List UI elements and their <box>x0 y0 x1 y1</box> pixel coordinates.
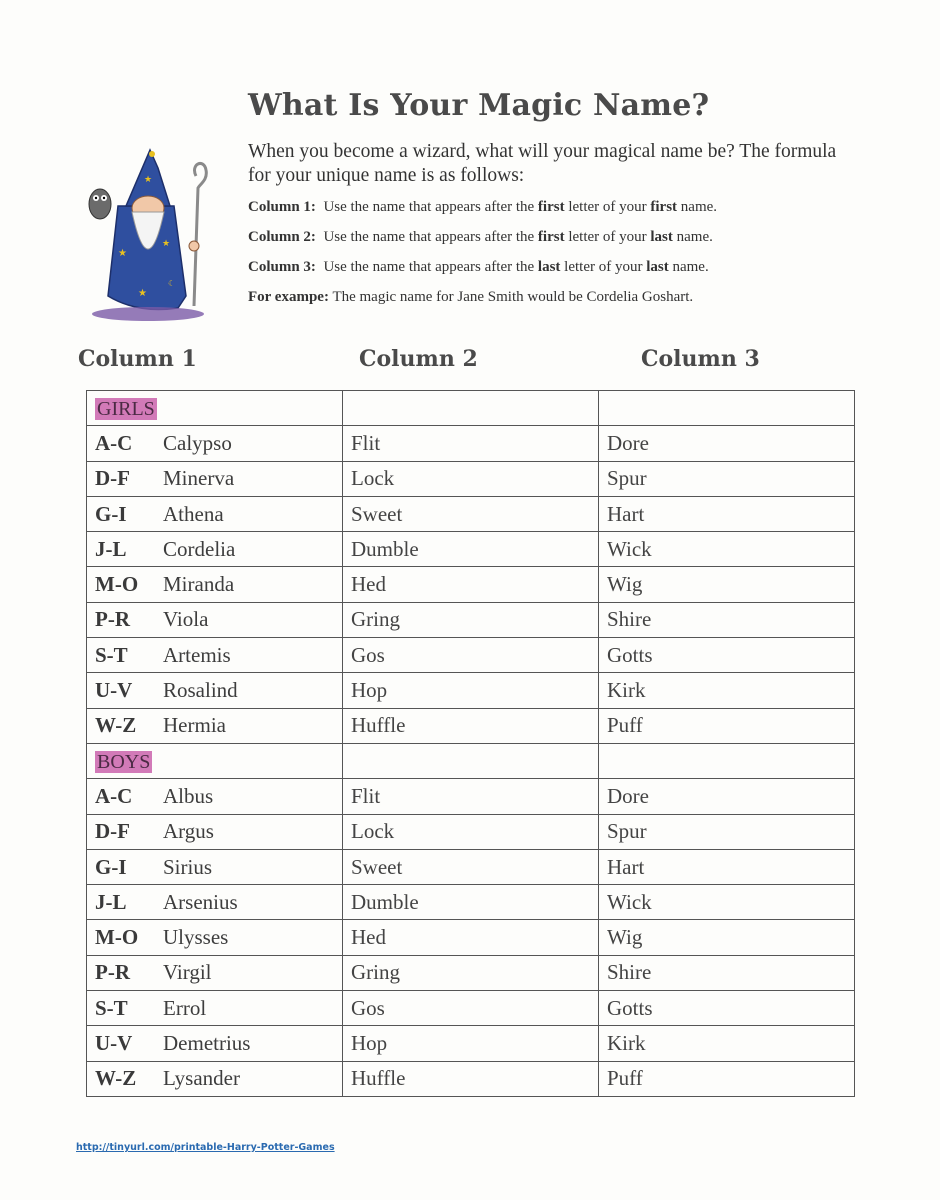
first-name: Viola <box>163 607 209 632</box>
column-2-cell: Flit <box>343 426 599 461</box>
column-3-cell: Hart <box>599 849 855 884</box>
table-row <box>87 920 855 955</box>
first-name: Calypso <box>163 430 232 455</box>
rule-text: name. <box>676 229 713 245</box>
magic-name-table <box>86 390 855 1097</box>
column-1-cell <box>87 461 343 496</box>
column-3-cell: Kirk <box>599 673 855 708</box>
table-row <box>87 496 855 531</box>
table-row <box>87 885 855 920</box>
rule-column-3 <box>248 256 868 286</box>
column-3-cell: Wig <box>599 567 855 602</box>
column-2-cell: Hed <box>343 567 599 602</box>
column-3-cell: Puff <box>599 708 855 743</box>
letter-range: D-F <box>95 466 130 491</box>
rule-text: Use the name that appears after the <box>323 259 535 275</box>
letter-range: J-L <box>95 889 127 914</box>
empty-cell <box>343 391 599 426</box>
rule-emphasis: first <box>537 229 565 245</box>
first-name: Virgil <box>163 960 212 985</box>
table-row <box>87 461 855 496</box>
column-2-cell: Hed <box>343 920 599 955</box>
girls-section-row <box>87 391 855 426</box>
rule-label: Column 2: <box>248 229 316 245</box>
svg-text:☾: ☾ <box>168 279 176 288</box>
table-row <box>87 814 855 849</box>
letter-range: S-T <box>95 995 128 1020</box>
rule-emphasis: last <box>650 229 673 245</box>
first-name: Hermia <box>163 713 226 738</box>
svg-text:★: ★ <box>162 239 171 249</box>
letter-range: U-V <box>95 678 133 703</box>
column-1-cell <box>87 991 343 1026</box>
rule-text: letter of your <box>568 199 647 215</box>
letter-range: G-I <box>95 854 127 879</box>
column-3-cell: Shire <box>599 955 855 990</box>
column-3-cell: Hart <box>599 496 855 531</box>
column-1-cell <box>87 955 343 990</box>
letter-range: S-T <box>95 642 128 667</box>
letter-range: W-Z <box>95 1066 137 1091</box>
section-cell <box>87 391 343 426</box>
column-2-cell: Huffle <box>343 1061 599 1096</box>
table-row <box>87 1061 855 1096</box>
rule-text: name. <box>680 199 718 215</box>
section-cell <box>87 743 343 778</box>
column-2-cell: Hop <box>343 1026 599 1061</box>
column-2-cell: Gos <box>343 991 599 1026</box>
column-1-cell <box>87 1026 343 1061</box>
column-3-cell: Spur <box>599 814 855 849</box>
source-link[interactable]: http://tinyurl.com/printable-Harry-Potter-Games <box>76 1142 335 1153</box>
column-1-cell <box>87 885 343 920</box>
column-1-cell <box>87 708 343 743</box>
column-3-cell: Gotts <box>599 991 855 1026</box>
table-row <box>87 955 855 990</box>
letter-range: P-R <box>95 960 130 985</box>
page-title: What Is Your Magic Name? <box>248 88 710 123</box>
first-name: Minerva <box>163 466 235 491</box>
letter-range: G-I <box>95 501 127 526</box>
letter-range: M-O <box>95 925 139 950</box>
letter-range: A-C <box>95 783 133 808</box>
first-name: Rosalind <box>163 678 238 703</box>
letter-range: D-F <box>95 819 130 844</box>
letter-range: J-L <box>95 536 127 561</box>
rule-emphasis: last <box>537 259 561 275</box>
column-1-cell <box>87 673 343 708</box>
first-name: Cordelia <box>163 536 236 561</box>
example-label: For exampe: <box>248 289 329 305</box>
first-name: Miranda <box>163 572 235 597</box>
table-row <box>87 779 855 814</box>
column-3-cell: Spur <box>599 461 855 496</box>
wizard-illustration <box>78 146 210 326</box>
svg-text:★: ★ <box>118 248 127 259</box>
table-row <box>87 532 855 567</box>
boys-label: BOYS <box>97 750 151 773</box>
column-3-cell: Dore <box>599 426 855 461</box>
rule-text: letter of your <box>564 259 643 275</box>
rules-list <box>248 196 868 316</box>
rule-column-1 <box>248 196 868 226</box>
table-row <box>87 849 855 884</box>
intro-text: When you become a wizard, what will your magical name be? The formula for your unique name is as follows: <box>248 141 837 186</box>
column-2-cell: Lock <box>343 461 599 496</box>
letter-range: W-Z <box>95 713 137 738</box>
column-1-cell <box>87 779 343 814</box>
empty-cell <box>343 743 599 778</box>
table-row <box>87 567 855 602</box>
column-2-heading: Column 2 <box>359 346 478 372</box>
boys-section-row <box>87 743 855 778</box>
column-2-cell: Sweet <box>343 496 599 531</box>
table-row <box>87 426 855 461</box>
column-3-cell: Gotts <box>599 638 855 673</box>
table-row <box>87 991 855 1026</box>
first-name: Artemis <box>163 642 231 667</box>
column-2-cell: Flit <box>343 779 599 814</box>
column-1-heading: Column 1 <box>78 346 197 372</box>
rule-label: Column 3: <box>248 259 316 275</box>
rule-text: Use the name that appears after the <box>323 199 535 215</box>
column-3-cell: Dore <box>599 779 855 814</box>
letter-range: U-V <box>95 1030 133 1055</box>
rule-example <box>248 286 868 316</box>
empty-cell <box>599 391 855 426</box>
column-1-cell <box>87 567 343 602</box>
column-2-cell: Gring <box>343 955 599 990</box>
column-1-cell <box>87 496 343 531</box>
rule-emphasis: first <box>537 199 565 215</box>
column-1-cell <box>87 814 343 849</box>
column-1-cell <box>87 1061 343 1096</box>
column-2-cell: Gos <box>343 638 599 673</box>
column-2-cell: Lock <box>343 814 599 849</box>
girls-label: GIRLS <box>97 397 155 420</box>
column-1-cell <box>87 638 343 673</box>
table-row <box>87 673 855 708</box>
column-3-cell: Wig <box>599 920 855 955</box>
rule-text: letter of your <box>568 229 647 245</box>
column-2-cell: Dumble <box>343 885 599 920</box>
empty-cell <box>599 743 855 778</box>
rule-emphasis: last <box>646 259 669 275</box>
column-1-cell <box>87 426 343 461</box>
rule-label: Column 1: <box>248 199 316 215</box>
rule-text: Use the name that appears after the <box>323 229 535 245</box>
first-name: Demetrius <box>163 1030 251 1055</box>
first-name: Lysander <box>163 1066 240 1091</box>
first-name: Argus <box>163 819 214 844</box>
column-2-cell: Huffle <box>343 708 599 743</box>
first-name: Arsenius <box>163 889 238 914</box>
example-text: The magic name for Jane Smith would be Cordelia Goshart. <box>332 289 694 305</box>
column-2-cell: Dumble <box>343 532 599 567</box>
table-row <box>87 1026 855 1061</box>
rule-column-2 <box>248 226 868 256</box>
letter-range: A-C <box>95 430 133 455</box>
column-3-cell: Wick <box>599 885 855 920</box>
column-2-cell: Gring <box>343 602 599 637</box>
rule-emphasis: first <box>650 199 678 215</box>
column-1-cell <box>87 532 343 567</box>
table-row <box>87 638 855 673</box>
column-3-cell: Kirk <box>599 1026 855 1061</box>
letter-range: M-O <box>95 572 139 597</box>
column-3-cell: Puff <box>599 1061 855 1096</box>
first-name: Athena <box>163 501 224 526</box>
table-row <box>87 708 855 743</box>
column-2-cell: Sweet <box>343 849 599 884</box>
column-1-cell <box>87 849 343 884</box>
rule-text: name. <box>672 259 709 275</box>
column-3-cell: Wick <box>599 532 855 567</box>
first-name: Ulysses <box>163 925 229 950</box>
svg-text:★: ★ <box>138 288 147 299</box>
svg-text:★: ★ <box>144 175 153 185</box>
column-1-cell <box>87 602 343 637</box>
table-row <box>87 602 855 637</box>
letter-range: P-R <box>95 607 130 632</box>
column-2-cell: Hop <box>343 673 599 708</box>
column-1-cell <box>87 920 343 955</box>
first-name: Albus <box>163 783 214 808</box>
column-3-cell: Shire <box>599 602 855 637</box>
first-name: Sirius <box>163 854 213 879</box>
column-3-heading: Column 3 <box>641 346 760 372</box>
first-name: Errol <box>163 995 207 1020</box>
